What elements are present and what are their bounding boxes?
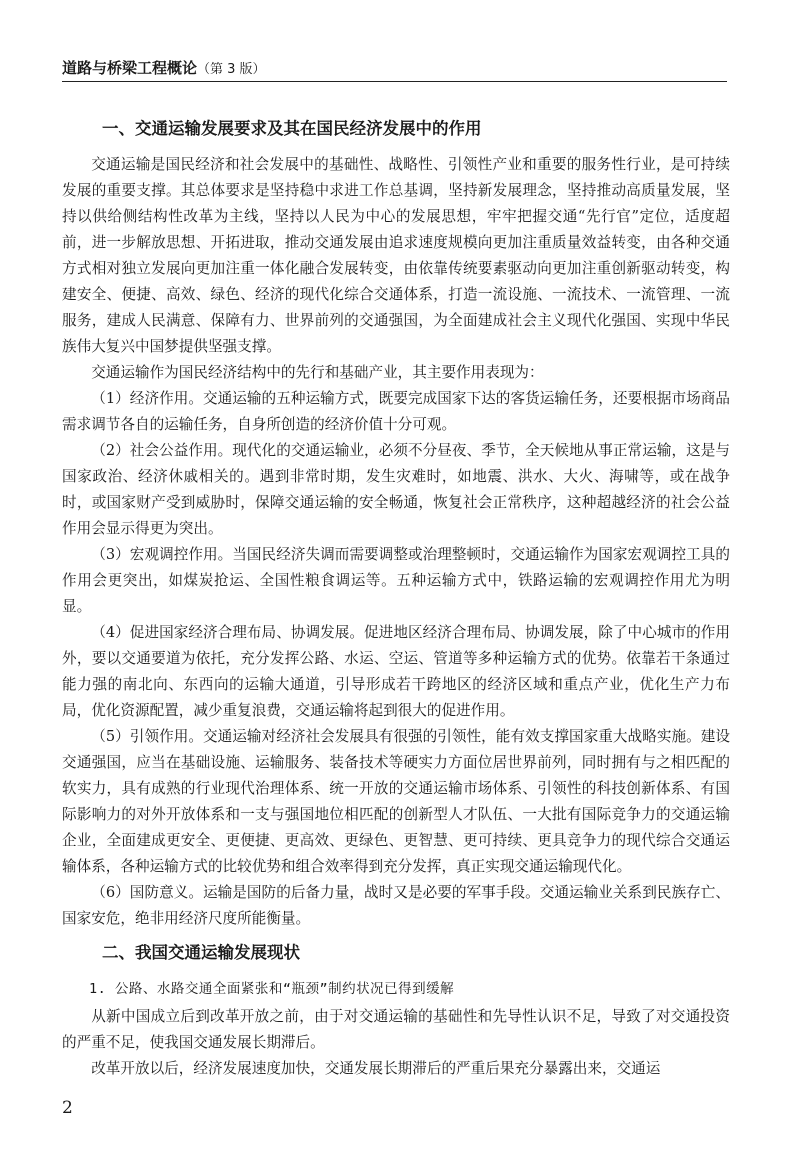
paragraph: 交通运输作为国民经济结构中的先行和基础产业，其主要作用表现为： — [91, 364, 544, 381]
paragraph: （1）经济作用。交通运输的五种运输方式，既要完成国家下达的客货运输任务，还要根据市场商品需求调节各自的运输任务，自身所创造的经济价值十分可观。 — [62, 390, 730, 433]
page-number: 2 — [62, 1098, 73, 1118]
header-rule — [62, 81, 727, 82]
paragraph: （5）引领作用。交通运输对经济社会发展具有很强的引领性，能有效支撑国家重大战略实施。建设交通强国，应当在基础设施、运输服务、装备技术等硬实力方面位居世界前列，同时拥有与之相匹配的软实力，具有成熟的行业现代治理体系、统一开放的交通运输市场体系、引领性的科技创新体系、有国际影响力的对外开放体系和一支与强国地位相匹配的创新型人才队伍、一大批有国际竞争力的交通运输企业，全面建成更安全、更便捷、更高效、更绿色、更智慧、更可持续、更具竞争力的现代综合交通运输体系，各种运输方式的比较优势和组合效率得到充分发挥，真正实现交通运输现代化。 — [62, 728, 730, 875]
edition-label: （第 3 版） — [197, 62, 266, 77]
paragraph: 从新中国成立后到改革开放之前，由于对交通运输的基础性和先导性认识不足，导致了对交通投资的严重不足，使我国交通发展长期滞后。 — [62, 1008, 730, 1051]
book-title: 道路与桥梁工程概论 — [62, 59, 198, 77]
paragraph: （3）宏观调控作用。当国民经济失调而需要调整或治理整顿时，交通运输作为国家宏观调控工具的作用会更突出，如煤炭抢运、全国性粮食调运等。五种运输方式中，铁路运输的宏观调控作用尤为明显。 — [62, 546, 730, 615]
subsection-heading: 1. 公路、水路交通全面紧张和“瓶颈”制约状况已得到缓解 — [89, 981, 455, 997]
paragraph: 交通运输是国民经济和社会发展中的基础性、战略性、引领性产业和重要的服务性行业，是可持续发展的重要支撑。其总体要求是坚持稳中求进工作总基调，坚持新发展理念，坚持推动高质量发展，坚持以供给侧结构性改革为主线，坚持以人民为中心的发展思想，牢牢把握交通“先行官”定位，适度超前，进一步解放思想、开拓进取，推动交通发展由追求速度规模向更加注重质量效益转变，由各种交通方式相对独立发展向更加注重一体化融合发展转变，由依靠传统要素驱动向更加注重创新驱动转变，构建安全、便捷、高效、绿色、经济的现代化综合交通体系，打造一流设施、一流技术、一流管理、一流服务，建成人民满意、保障有力、世界前列的交通强国，为全面建成社会主义现代化强国、实现中华民族伟大复兴中国梦提供坚强支撑。 — [62, 156, 730, 355]
paragraph: （4）促进国家经济合理布局、协调发展。促进地区经济合理布局、协调发展，除了中心城市的作用外，要以交通要道为依托，充分发挥公路、水运、空运、管道等多种运输方式的优势。依靠若干条通过能力强的南北向、东西向的运输大通道，引导形成若干跨地区的经济区域和重点产业，优化生产力布局，优化资源配置，减少重复浪费，交通运输将起到很大的促进作用。 — [62, 624, 730, 719]
paragraph: （6）国防意义。运输是国防的后备力量，战时又是必要的军事手段。交通运输业关系到民族存亡、国家安危，绝非用经济尺度所能衡量。 — [62, 884, 730, 927]
page-body — [62, 112, 730, 1082]
paragraph: （2）社会公益作用。现代化的交通运输业，必须不分昼夜、季节，全天候地从事正常运输，这是与国家政治、经济休戚相关的。遇到非常时期，发生灾难时，如地震、洪水、大火、海啸等，或在战争时，或国家财产受到威胁时，保障交通运输的安全畅通，恢复社会正常秩序，这种超越经济的社会公益作用会显示得更为突出。 — [62, 442, 730, 537]
running-head — [62, 58, 727, 80]
section-heading-2: 二、我国交通运输发展现状 — [102, 943, 300, 962]
paragraph: 改革开放以后，经济发展速度加快，交通发展长期滞后的严重后果充分暴露出来，交通运 — [91, 1060, 661, 1077]
section-heading-1: 一、交通运输发展要求及其在国民经济发展中的作用 — [102, 119, 482, 138]
